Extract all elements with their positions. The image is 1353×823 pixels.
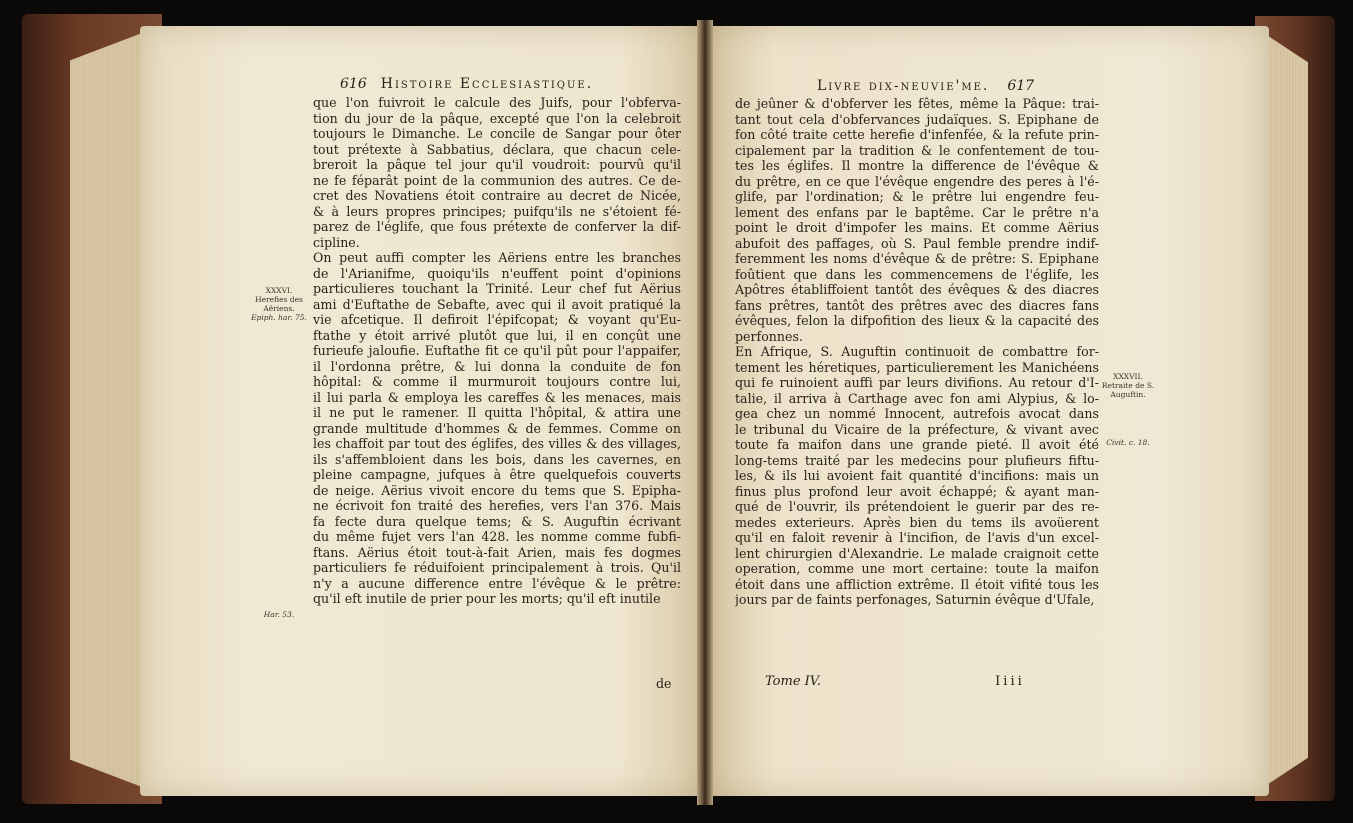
text-line: cret des Novatiens étoit contraire au decret de Nicée, — [313, 188, 681, 203]
text-line: talie, il arriva à Carthage avec fon ami Alypius, & lo- — [735, 390, 1099, 406]
margin-number: XXXVI. — [265, 286, 293, 295]
text-line: abufoit des paffages, où S. Paul femble prendre indif- — [735, 235, 1099, 251]
text-line: toujours le Dimanche. Le concile de Sangar pour ôter — [313, 126, 681, 141]
text-line: il l'ordonna prêtre, & lui donna la conduite de fon — [313, 358, 681, 374]
text-line: étoit dans une affliction extrême. Il étoit vifité tous les — [735, 576, 1099, 592]
right-footer — [765, 674, 1025, 689]
text-line: particuliers fe réduifoient principalement à trois. Qu'il — [313, 560, 681, 575]
text-line: ftans. Aërius étoit tout-à-fait Arien, mais fes dogmes — [313, 544, 681, 560]
text-line: de l'Arianifme, quoiqu'ils n'euffent point d'opinions — [313, 265, 681, 281]
right-page — [707, 26, 1269, 796]
margin-title: Retraite de S. Auguftin. — [1101, 381, 1155, 399]
text-line: de jeûner & d'obferver les fêtes, même la Pâque: trai- — [735, 96, 1099, 111]
left-page — [140, 26, 703, 796]
page-edges-left — [70, 30, 150, 790]
text-line: Apôtres établiffoient tantôt des évêques & des diacres — [735, 282, 1099, 297]
text-line: n'y a aucune difference entre l'évêque & le prêtre: — [313, 575, 681, 591]
text-line: qu'il eft inutile de prier pour les morts; qu'il eft inutile — [313, 591, 661, 606]
text-line: tout prétexte à Sabbatius, déclara, que chacun cele- — [313, 141, 681, 157]
left-body-text — [313, 95, 681, 607]
text-line: les chaffoit par tout des églifes, des villes & des villages, — [313, 436, 681, 451]
text-line: ftathe y étoit arrivé plutôt que lui, il en conçût une — [313, 327, 681, 343]
right-running-head — [817, 78, 1034, 94]
right-page-number: 617 — [1007, 78, 1035, 94]
text-line: du même fujet vers l'an 428. les nomme comme fubfi- — [313, 529, 681, 544]
text-line: qu'il en faloit revenir à l'incifion, de l'avis d'un excel- — [735, 530, 1099, 545]
margin-title: Herefies des Aëriens. — [255, 295, 303, 313]
left-catchword: de — [656, 676, 672, 691]
text-line: perfonnes. — [735, 328, 803, 344]
text-line: long-tems traité par les medecins pour plufieurs fiftu- — [735, 452, 1099, 468]
text-line: qué de l'ouvrir, ils prétendoient le guerir par des re- — [735, 499, 1099, 514]
text-line: ami d'Euftathe de Sebafte, avec qui il avoit pratiqué la — [313, 296, 681, 312]
margin-ref: Epiph. har. 75. — [251, 313, 307, 322]
text-line: point le droit d'impofer les mains. Et comme Aërius — [735, 220, 1099, 235]
right-margin-note-civit — [1097, 438, 1159, 447]
text-line: operation, comme une mort certaine: toute la maifon — [735, 561, 1099, 576]
text-line: En Afrique, S. Auguftin continuoit de combattre for- — [735, 344, 1099, 359]
text-line: On peut auffi compter les Aëriens entre les branches — [313, 250, 681, 265]
text-line: grande multitude d'hommes & de femmes. Comme on — [313, 420, 681, 436]
text-line: fon côté traite cette herefie d'infenfée, & la refute prin- — [735, 127, 1099, 142]
text-line: glife, par l'ordination; & le prêtre lui engendre feu- — [735, 189, 1099, 204]
left-page-number: 616 — [340, 76, 367, 92]
text-line: qui fe ruinoient auffi par leurs divifions. Au retour d'I- — [735, 375, 1099, 390]
text-line: du prêtre, en ce que l'évêque engendre des peres à l'é- — [735, 173, 1099, 189]
left-margin-note-36 — [248, 286, 310, 322]
margin-number: XXXVII. — [1113, 372, 1143, 381]
text-line: jours par de faints perfonages, Saturnin évêque d'Ufale, — [735, 592, 1095, 607]
book-gutter — [697, 20, 713, 805]
text-line: tion du jour de la pâque, excepté que l'on la celebroit — [313, 110, 681, 126]
text-line: particulieres touchant la Trinité. Leur chef fut Aërius — [313, 281, 681, 296]
text-line: lement des enfans par le baptême. Car le prêtre n'a — [735, 204, 1099, 220]
text-line: cipline. — [313, 234, 360, 250]
text-line: que l'on fuivroit le calcule des Juifs, pour l'obferva- — [313, 95, 681, 110]
volume-label: Tome IV. — [765, 674, 822, 689]
right-margin-note-37 — [1097, 372, 1159, 399]
margin-ref: Har. 53. — [263, 610, 295, 619]
left-margin-note-har — [248, 610, 310, 619]
text-line: gea chez un nommé Innocent, autrefois avocat dans — [735, 406, 1099, 421]
text-line: breroit la pâque tel jour qu'il voudroit: pourvû qu'il — [313, 157, 681, 172]
left-head-title: Histoire Ecclesiastique. — [380, 76, 594, 92]
text-line: de neige. Aërius vivoit encore du tems que S. Epipha- — [313, 482, 681, 498]
text-line: & à leurs propres principes; puifqu'ils ne s'étoient fé- — [313, 203, 681, 219]
text-line: feremment les noms d'évêque & de prêtre: S. Epiphane — [735, 251, 1099, 266]
text-line: hôpital: & comme il murmuroit toujours contre lui, — [313, 374, 681, 389]
text-line: tes les églifes. Il montre la difference de l'évêque & — [735, 158, 1099, 173]
text-line: fans prêtres, tantôt des prêtres avec des diacres fans — [735, 297, 1099, 313]
signature-mark: Iiii — [995, 674, 1025, 689]
text-line: parez de l'églife, que fous prétexte de conferver la dif- — [313, 219, 681, 234]
text-line: tant tout cela d'obfervances judaïques. S. Epiphane de — [735, 111, 1099, 127]
text-line: toute fa maifon dans une grande pieté. Il avoit été — [735, 437, 1099, 452]
text-line: il ne put le ramener. Il quitta l'hôpital, & attira une — [313, 405, 681, 420]
left-running-head — [340, 76, 593, 92]
margin-ref: Civit. c. 18. — [1106, 438, 1150, 447]
right-head-title: Livre dix-neuvie'me. — [817, 78, 990, 94]
text-line: ne écrivoit fon traité des herefies, vers l'an 376. Mais — [313, 498, 681, 513]
text-line: foûtient que dans les commencemens de l'églife, les — [735, 266, 1099, 282]
text-line: furieufe jaloufie. Euftathe fit ce qu'il pût pour l'appaifer, — [313, 343, 681, 358]
text-line: lent chirurgien d'Alexandrie. Le malade craignoit cette — [735, 545, 1099, 561]
text-line: ils s'affembloient dans les bois, dans les cavernes, en — [313, 451, 681, 467]
text-line: cipalement par la tradition & le confentement de tou- — [735, 142, 1099, 158]
text-line: évêques, felon la difpofition des lieux & la capacité des — [735, 313, 1099, 328]
text-line: le tribunal du Vicaire de la préfecture, & vivant avec — [735, 421, 1099, 437]
text-line: pleine campagne, jufques à être quelquefois couverts — [313, 467, 681, 482]
right-body-text — [735, 96, 1099, 608]
text-line: vie afcetique. Il defiroit l'épifcopat; & voyant qu'Eu- — [313, 312, 681, 327]
text-line: finus plus profond leur avoit échappé; & ayant man- — [735, 483, 1099, 499]
text-line: il lui parla & employa les careffes & les menaces, mais — [313, 389, 681, 405]
text-line: ne fe féparât point de la communion des autres. Ce de- — [313, 172, 681, 188]
text-line: tement les héretiques, particulierement les Manichéens — [735, 359, 1099, 375]
text-line: medes exterieurs. Après bien du tems ils avoüerent — [735, 514, 1099, 530]
text-line: fa fecte dura quelque tems; & S. Auguftin écrivant — [313, 513, 681, 529]
text-line: les, & ils lui avoient fait quantité d'incifions: mais un — [735, 468, 1099, 483]
